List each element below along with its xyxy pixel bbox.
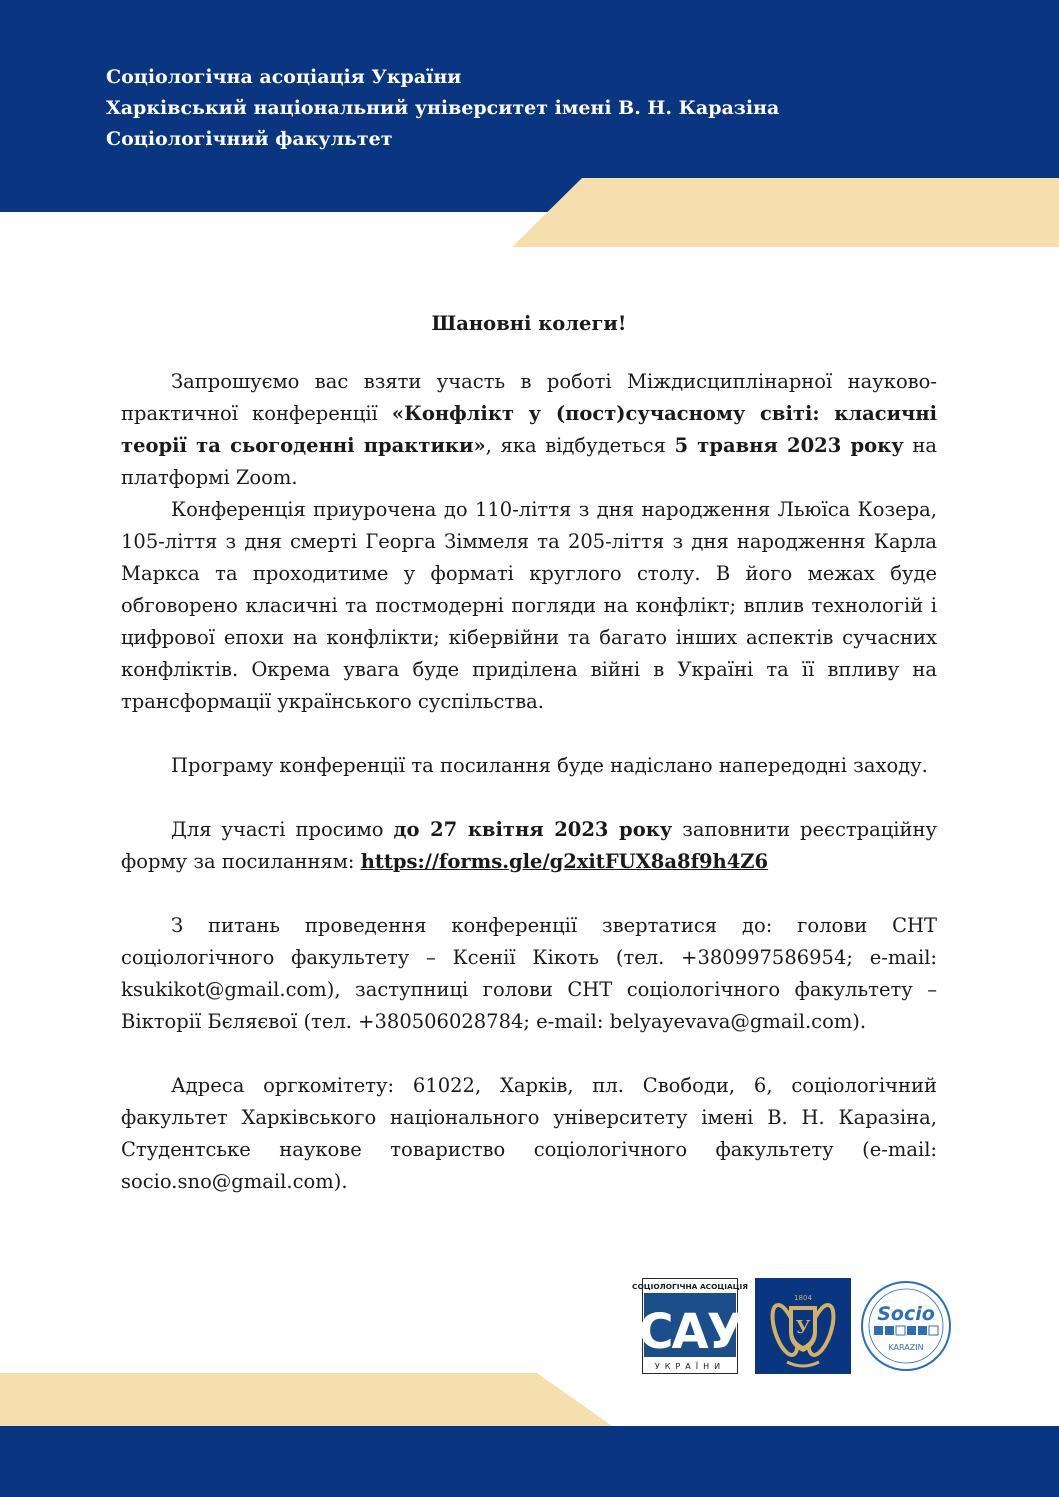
conference-date: 5 травня 2023 року <box>674 434 904 457</box>
program-paragraph: Програму конференції та посилання буде надіслано напередодні заходу. <box>171 754 928 777</box>
invitation-text-2: , яка відбудеться <box>485 434 675 457</box>
dedication-paragraph: Конференція приурочена до 110-ліття з дня народження Льюїса Козера, 105-ліття з дня смерті Георга Зіммеля та 205-ліття з дня народження Карла Маркса та проходитиме у форматі круглого столу. В його межах буде обговорено класичні та постмодерні погляди на конфлікт; вплив технологій і цифрової епохи на конфлікти; кібервійни та багато інших аспектів сучасних конфліктів. Окрема увага буде приділена війні в Україні та її впливу на трансформації українського суспільства. <box>121 498 937 713</box>
address-paragraph: Адреса оргкомітету: 61022, Харків, пл. Свободи, 6, соціологічний факультет Харківського національного університету імені В. Н. Каразіна, Студентське наукове товариство соціологічного факультету (e-mail: socio.sno@gmail.com). <box>121 1074 937 1193</box>
bottom-decoration <box>0 1370 1059 1497</box>
top-beige-shape <box>0 0 1059 260</box>
svg-text:KARAZIN: KARAZIN <box>888 1343 924 1352</box>
header-line-association: Соціологічна асоціація України <box>106 66 462 88</box>
university-emblem <box>755 1278 851 1374</box>
contacts-paragraph: З питань проведення конференції звертатися до: голови СНТ соціологічного факультету – Ксенії Кікоть (тел. +380997586954; e-mail: ksukikot@gmail.com), заступниці голови СНТ соціологічного факультету – Вікторії Бєляєвої (тел. +380506028784; e-mail: belyayevava@gmail.com). <box>121 914 937 1033</box>
registration-text: Для участі просимо <box>171 818 394 841</box>
svg-text:САУ: САУ <box>638 1304 742 1360</box>
registration-form-link[interactable]: https://forms.gle/g2xitFUX8a8f9h4Z6 <box>360 850 769 873</box>
conference-title: «Конфлікт у (пост)сучасному світі: класичні теорії та сьогоденні практики» <box>121 402 937 457</box>
header-line-faculty: Соціологічний факультет <box>106 128 393 150</box>
svg-text:У: У <box>795 1317 811 1338</box>
sau-logo <box>632 1278 748 1374</box>
socio-karazin-logo <box>860 1278 952 1374</box>
letter-body <box>121 308 937 1198</box>
registration-paragraph <box>121 814 937 878</box>
invitation-paragraph <box>121 366 937 494</box>
registration-text-2: заповнити реєстраційну форму за посиланням: <box>121 818 938 873</box>
registration-deadline: до 27 квітня 2023 року <box>393 818 673 841</box>
bottom-beige-shape <box>0 1373 612 1426</box>
invitation-text-3: на платформі Zoom. <box>121 434 937 489</box>
header-line-university: Харківський національний університет імені В. Н. Каразіна <box>106 97 780 119</box>
greeting: Шановні колеги! <box>431 312 627 335</box>
svg-text:УКРАЇНИ: УКРАЇНИ <box>654 1362 726 1371</box>
svg-text:1804: 1804 <box>794 1294 812 1302</box>
svg-text:СОЦІОЛОГІЧНА АСОЦІАЦІЯ: СОЦІОЛОГІЧНА АСОЦІАЦІЯ <box>632 1282 748 1291</box>
svg-text:Socio: Socio <box>877 1303 935 1325</box>
bottom-navy-band <box>0 1426 1059 1497</box>
invitation-text: Запрошуємо вас взяти участь в роботі Міждисциплінарної науково-практичної конференції <box>121 370 937 425</box>
